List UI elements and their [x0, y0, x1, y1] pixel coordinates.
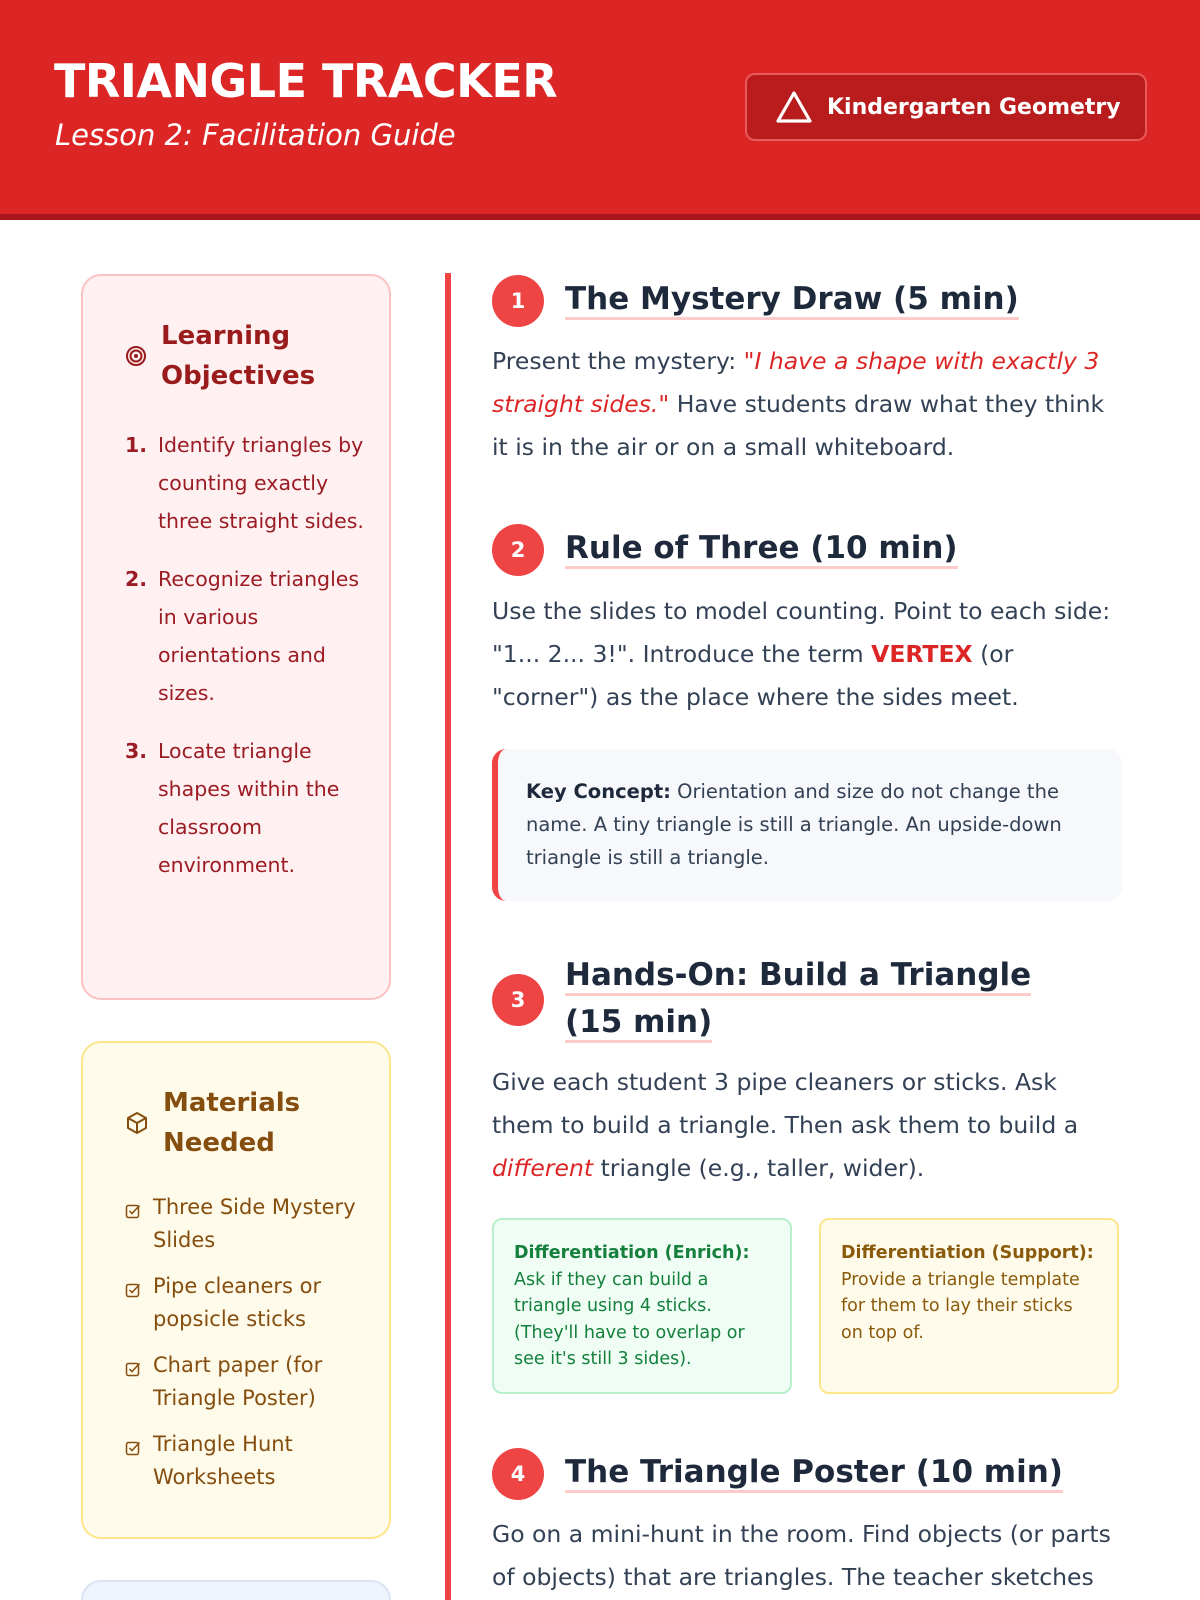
step-title: Hands-On: Build a Triangle (15 min)	[565, 952, 1065, 1046]
list-item	[125, 732, 365, 884]
page-title: TRIANGLE TRACKER	[54, 54, 558, 108]
objectives-heading: Learning Objectives	[161, 321, 316, 391]
list-item	[125, 1270, 365, 1336]
target-icon	[125, 345, 147, 367]
objective-number: 1.	[125, 433, 148, 457]
enrich-label: Differentiation (Enrich):	[514, 1243, 750, 1263]
materials-heading: Materials Needed	[163, 1088, 301, 1158]
grade-badge-label: Kindergarten Geometry	[827, 94, 1121, 120]
step-number: 2	[492, 524, 544, 576]
step-number: 1	[492, 275, 544, 327]
objective-text: Locate triangle shapes within the classroom environment.	[158, 739, 340, 877]
support-text: Provide a triangle template for them to lay their sticks on top of.	[841, 1269, 1080, 1343]
step-description: Present the mystery: "I have a shape with exactly 3 straight sides." Have students draw what they think it is in the air or on a small whiteboard.	[492, 347, 1105, 461]
grade-badge	[745, 73, 1147, 141]
checkbox-icon	[125, 1361, 141, 1377]
step-title: Rule of Three (10 min)	[565, 525, 958, 572]
next-card	[81, 1580, 391, 1600]
key-concept-callout	[492, 749, 1122, 901]
list-item	[125, 426, 365, 540]
step-description: Go on a mini-hunt in the room. Find objects (or parts of objects) that are triangles. The teacher sketches	[492, 1520, 1111, 1591]
page-subtitle: Lesson 2: Facilitation Guide	[55, 118, 456, 152]
list-item	[125, 560, 365, 712]
list-item	[125, 1428, 365, 1494]
section-divider	[445, 273, 451, 1600]
triangle-icon	[775, 90, 813, 124]
step-title: The Triangle Poster (10 min)	[565, 1449, 1063, 1496]
checkbox-icon	[125, 1203, 141, 1219]
checkbox-icon	[125, 1282, 141, 1298]
vertex-term: VERTEX	[871, 640, 973, 668]
step-title: The Mystery Draw (5 min)	[565, 276, 1019, 323]
step-description: Give each student 3 pipe cleaners or sticks. Ask them to build a triangle. Then ask them to build a different triangle (e.g., taller, wider).	[492, 1068, 1079, 1182]
list-item	[125, 1191, 365, 1257]
objectives-card	[81, 274, 391, 1000]
objectives-list	[125, 426, 365, 904]
differentiation-support	[819, 1218, 1119, 1394]
materials-header	[125, 1083, 323, 1163]
material-text: Triangle Hunt Worksheets	[153, 1432, 293, 1489]
material-text: Three Side Mystery Slides	[153, 1195, 356, 1252]
step-number: 4	[492, 1448, 544, 1500]
mystery-quote: "I have a shape with exactly 3 straight sides."	[492, 347, 1100, 418]
objective-text: Identify triangles by counting exactly three straight sides.	[158, 433, 364, 533]
header-banner	[0, 0, 1200, 220]
material-text: Chart paper (for Triangle Poster)	[153, 1353, 323, 1410]
support-label: Differentiation (Support):	[841, 1243, 1094, 1263]
objective-number: 3.	[125, 739, 148, 763]
enrich-text: Ask if they can build a triangle using 4 sticks. (They'll have to overlap or see it's still 3 sides).	[514, 1269, 745, 1369]
objective-text: Recognize triangles in various orientations and sizes.	[158, 567, 360, 705]
materials-list	[125, 1191, 365, 1507]
step-number: 3	[492, 974, 544, 1026]
checkbox-icon	[125, 1440, 141, 1456]
box-icon	[125, 1111, 149, 1135]
objectives-header	[125, 316, 321, 396]
key-concept-label: Key Concept:	[526, 780, 671, 803]
step-description: Use the slides to model counting. Point to each side: "1... 2... 3!". Introduce the term VERTEX (or "corner") as the place where the sides meet.	[492, 597, 1111, 711]
differentiation-enrich	[492, 1218, 792, 1394]
different-emphasis: different	[492, 1154, 594, 1182]
material-text: Pipe cleaners or popsicle sticks	[153, 1274, 322, 1331]
list-item	[125, 1349, 365, 1415]
materials-card	[81, 1041, 391, 1539]
objective-number: 2.	[125, 567, 148, 591]
key-concept-text: Orientation and size do not change the name. A tiny triangle is still a triangle. An upside-down triangle is still a triangle.	[526, 780, 1062, 869]
